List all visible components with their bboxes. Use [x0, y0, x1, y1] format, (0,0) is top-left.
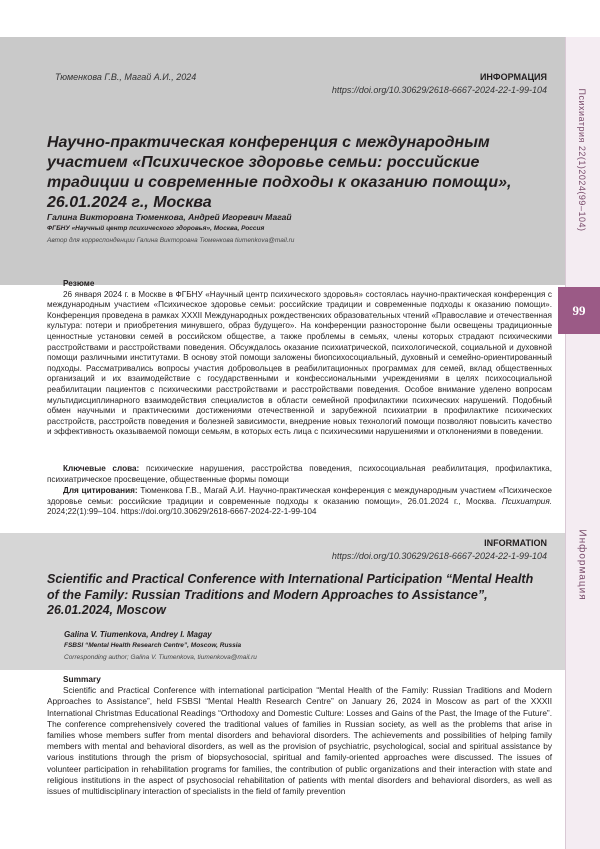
journal-running-title: Психиатрия 22(1)2024(99–104) [577, 88, 587, 232]
top-margin [0, 0, 600, 37]
ru-cite-journal: Психиатрия. [501, 496, 552, 506]
ru-doi-link[interactable]: https://doi.org/10.30629/2618-6667-2024-22-1-99-104 [331, 85, 547, 95]
ru-affiliation: ФГБНУ «Научный центр психического здоровья», Москва, Россия [47, 225, 265, 232]
ru-cite-tail: 2024;22(1):99–104. https://doi.org/10.30629/2618-6667-2024-22-1-99-104 [47, 507, 317, 517]
ru-article-title: Научно-практическая конференция с международным участием «Психическое здоровье семьи: российские традиции и современные подходы к оказанию помощи», 26.01.2024 г., Москва [47, 134, 512, 211]
en-authors: Galina V. Tiumenkova, Andrey I. Magay [64, 630, 212, 639]
ru-authors: Галина Викторовна Тюменкова, Андрей Игоревич Магай [47, 212, 292, 222]
ru-rubric: ИНФОРМАЦИЯ [479, 72, 547, 82]
en-corresponding-author: Corresponding author; Galina V. Tiumenkova, tiumenkova@mail.ru [64, 654, 257, 661]
en-article-title: Scientific and Practical Conference with International Participation “Mental Health of the Family: Russian Traditions and Modern Approaches to Assistance”, 26.01.2024, Moscow [47, 572, 534, 617]
ru-citation [47, 486, 552, 518]
en-summary-heading: Summary [63, 674, 101, 684]
ru-cite-label: Для цитирования: [63, 486, 138, 495]
page-number: 99 [558, 287, 600, 334]
section-running-title: Информация [576, 529, 588, 601]
en-summary-text: Scientific and Practical Conference with international participation “Mental Health of the Family: Russian Traditions and Modern Approaches to Assistance”, held FSBSI “Mental Health Research Centre” on January 26, 2024 in Moscow as part of the XXXII International Christmas Educational Readings “Orthodoxy and Domestic Culture: Losses and Gains of the Past, the Image of the Future”. The conference comprehensively covered the traditional values of families in Russian society, as well as the problems that arise in families whose members suffer from mental disorders and behavioral disorders. The achievements and possibilities of helping family members with mental and behavioral disorders, as well as the provision of psychiatric, psychological, social and spiritual assistance by various institutions through the prism of biopsychosocial, spiritual and family-oriented approaches were discussed. The issues of volunteer participation in rehabilitation programs for families, the contribution of public organizations and their interaction with state and religious institutions in the aspect of psychosocial rehabilitation of patients with mental disorders and behavioral disorders, as well as issues of multidisciplinary interaction of specialists in the field of family prevention [47, 685, 552, 797]
ru-keywords-label: Ключевые слова: [63, 464, 140, 473]
ru-authors-copyright: Тюменкова Г.В., Магай А.И., 2024 [55, 72, 197, 82]
ru-summary-heading: Резюме [63, 279, 95, 288]
en-affiliation: FSBSI “Mental Health Research Centre”, Moscow, Russia [64, 642, 242, 649]
en-rubric: INFORMATION [484, 538, 547, 548]
ru-keywords-text: психические нарушения, расстройства поведения, психосоциальная реабилитация, профилактика, психиатрическое просвещение, общественные формы помощи [47, 464, 552, 484]
en-doi-link[interactable]: https://doi.org/10.30629/2618-6667-2024-22-1-99-104 [331, 551, 547, 561]
ru-keywords [47, 464, 552, 485]
ru-cite-text: Тюменкова Г.В., Магай А.И. Научно-практическая конференция с международным участием «Психическое здоровье семьи: российские традиции и современные подходы к оказанию помощи», 26.01.2024 г., Москва. [47, 486, 552, 506]
ru-corresponding-author: Автор для корреспонденции Галина Викторовна Тюменкова tiumenkova@mail.ru [47, 237, 295, 244]
ru-summary [47, 279, 552, 438]
ru-summary-text: 26 января 2024 г. в Москве в ФГБНУ «Научный центр психического здоровья» состоялась научно-практическая конференция с международным участием «Психическое здоровье семьи: российские традиции и современные подходы к оказанию помощи». Конференция проведена в рамках XXXII Международных рождественских образовательных чтений «Православие и отечественная культура: потери и приобретения минувшего, образ будущего». На конференции разносторонне были освещены традиционные ценностные установки семей в российском обществе, а также проблемы в семьях, члены которых страдают психическими расстройствами и расстройствами поведения. Обсуждалось оказание психиатрической, психологической, социальной и духовной помощи различными институтами. В основу этой помощи заложены биопсихосоциальный, духовный и семейно-ориентированный подходы. Рассматривались вопросы участия добровольцев в реабилитационных программах для семей, вклад общественных организаций и их взаимодействие с государственными и конфессиональными учреждениями в целях психосоциальной реабилитации пациентов с психическими расстройствами и расстройствами поведения. Особое внимание уделено вопросам мультидисциплинарного взаимодействия специалистов в области семейной профилактики психических нарушений. Подобный обмен научными и практическими достижениями отечественной и зарубежной психиатрии в профилактике психических расстройств, расстройств поведения и болезней зависимости, внедрение новых технологий помощи позволяют повысить качество и эффективность оказываемой помощи семьям, в которых есть лица с психическими нарушениями и отклонениями в поведении. [47, 289, 552, 437]
en-summary [47, 674, 552, 797]
